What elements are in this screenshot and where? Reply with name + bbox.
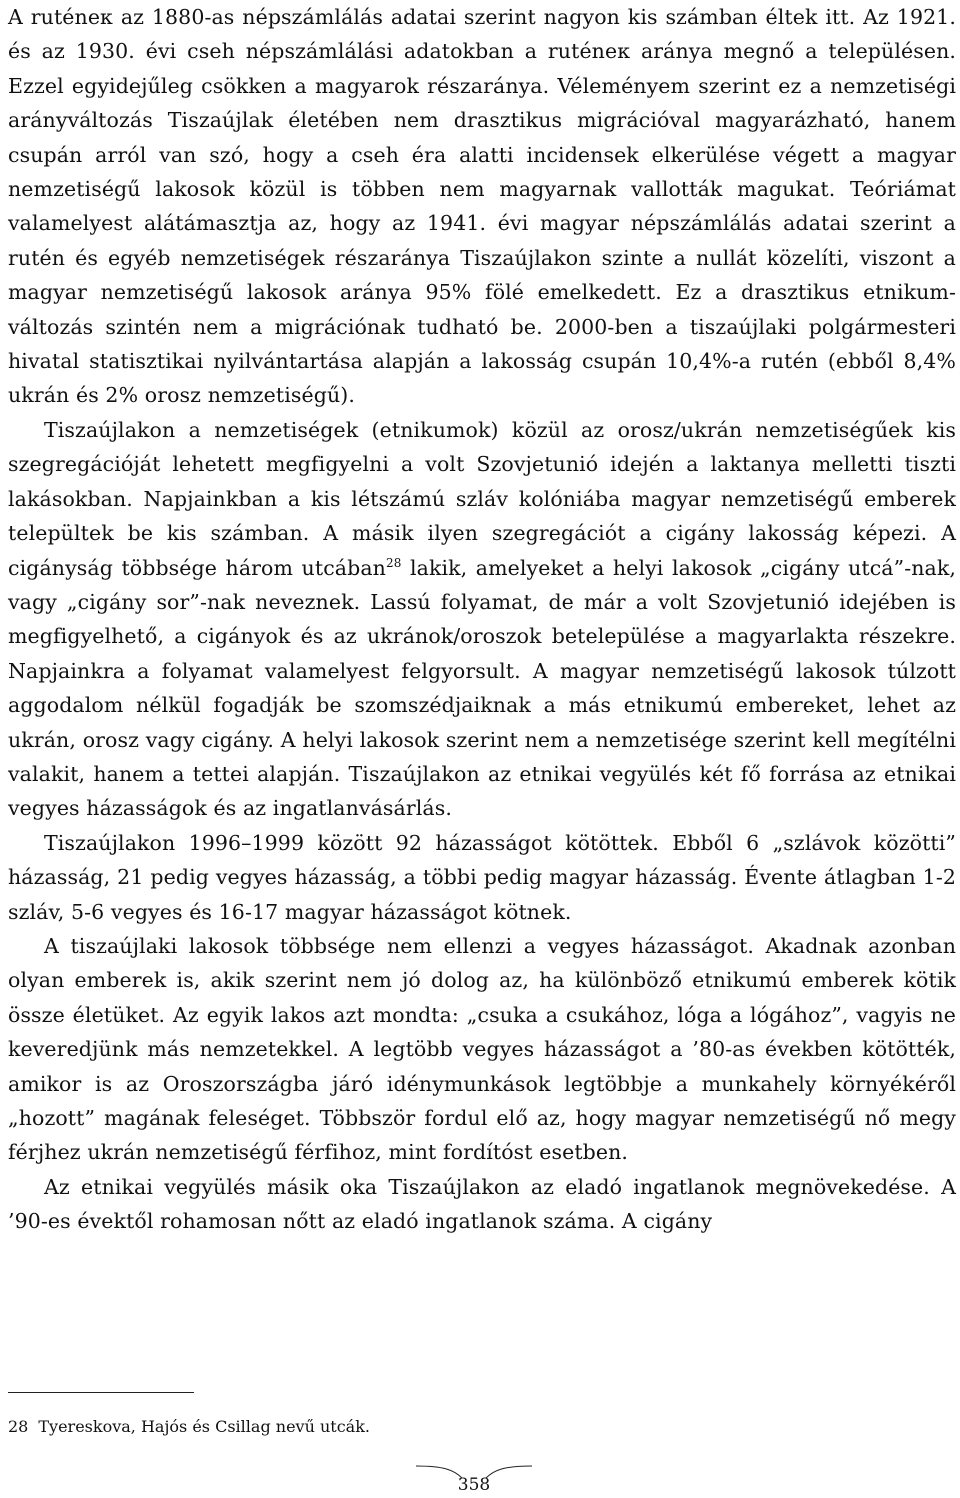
paragraph-1: A ruténeк az 1880-as népszámlálás adatai szerint nagyon kis számban éltek itt. Az 1921. és az 1930. évi cseh népszámlálási adatokban a ruténeк aránya megnő a településen. Ezzel egyidejűleg csökken a magyarok részaránya. Véleményem szerint ez a nemzetiségi arányváltozás Tiszaújlak életében nem drasztikus migrációval magyarázható, hanem csupán arról van szó, hogy a cseh éra alatti incidensek elkerülése végett a magyar nemzetiségű lakosok közül is többen nem magyarnak vallották magukat. Teóriámat valamelyest alátámasztja az, hogy az 1941. évi magyar népszámlálás adatai szerint a rutén és egyéb nemzetiségek részaránya Tiszaújlakon szinte a nullát közelíti, viszont a magyar nemzetiségű lakosok aránya 95% fölé emelkedett. Ez a drasztikus etnikum-változás szintén nem a migrációnak tudható be. 2000-ben a tiszaújlaki polgármesteri hivatal statisztikai nyilvántartása alapján a lakosság csupán 10,4%-a rutén (ebből 8,4% ukrán és 2% orosz nemzetiségű). [8, 5, 956, 408]
body-text [8, 0, 956, 1239]
paragraph-4: A tiszaújlaki lakosok többsége nem ellenzi a vegyes házasságot. Akadnak azonban olyan emberek is, akik szerint nem jó dolog az, ha különböző etnikumú emberek kötik össze életüket. Az egyik lakos azt mondta: „csuka a csukához, lóga a lógához”, vagyis ne keveredjünk más nemzetekkel. A legtöbb vegyes házasságot a ’80-as években kötötték, amikor is az Oroszországba járó idénymunkások legtöbbje a munkahely környékéről „hozott” magának feleséget. Többször fordul elő az, hogy magyar nemzetiségű nő megy férjhez ukrán nemzetiségű férfihoz, mint fordítóst esetben. [8, 933, 956, 1165]
page-number-ornament [414, 1460, 534, 1498]
paragraph-2-continuation: lakik, amelyeket a helyi lakosok „cigány utcá”-nak, vagy „cigány sor”-nak neveznek. Lassú folyamat, de már a volt Szovjetunió idejében is megfigyelhető, a cigányok és az ukránok/oroszok betelepülése a magyarlakta részekre. Napjainkra a folyamat valamelyest felgyorsult. A magyar nemzetiségű lakosok túlzott aggodalom nélkül fogadják be szomszédjaiknak a más etnikumú embereket, lehet az ukrán, orosz vagy cigány. A helyi lakosok szerint nem a nemzetisége szerint kell megítélni valakit, hanem a tettei alapján. Tiszaújlakon az etnikai vegyülés két fő forrása az etnikai vegyes házasságok és az ingatlanvásárlás. [8, 555, 956, 821]
footnote-reference: 28 [385, 555, 402, 570]
footnote-number: 28 [8, 1417, 29, 1436]
footnote-text: Tyereskova, Hajós és Csillag nevű utcák. [38, 1417, 370, 1436]
footnote [8, 1416, 370, 1438]
footnote-divider [8, 1392, 194, 1393]
paragraph-5: Az etnikai vegyülés másik oka Tiszaújlakon az eladó ingatlanok megnövekedése. A ’90-es évektől rohamosan nőtt az eladó ingatlanok száma. A cigány [8, 1174, 956, 1234]
page-number: 358 [457, 1475, 491, 1495]
paragraph-2 [8, 413, 956, 826]
paragraph-2-text: Tiszaújlakon a nemzetiségek (etnikumok) közül az orosz/ukrán nemzetiségűek kis szegregációját lehetett megfigyelni a volt Szovjetunió idején a laktanya melletti tiszti lakásokban. Napjainkban a kis létszámú szláv kolóniába magyar nemzetiségű emberek települtek be kis számban. A másik ilyen szegregációt a cigány lakosság képezi. A cigányság többsége három utcában [8, 417, 956, 580]
paragraph-3: Tiszaújlakon 1996–1999 között 92 házasságot kötöttek. Ebből 6 „szlávok közötti” házasság, 21 pedig vegyes házasság, a többi pedig magyar házasság. Évente átlagban 1-2 szláv, 5-6 vegyes és 16-17 magyar házasságot kötnek. [8, 830, 956, 924]
